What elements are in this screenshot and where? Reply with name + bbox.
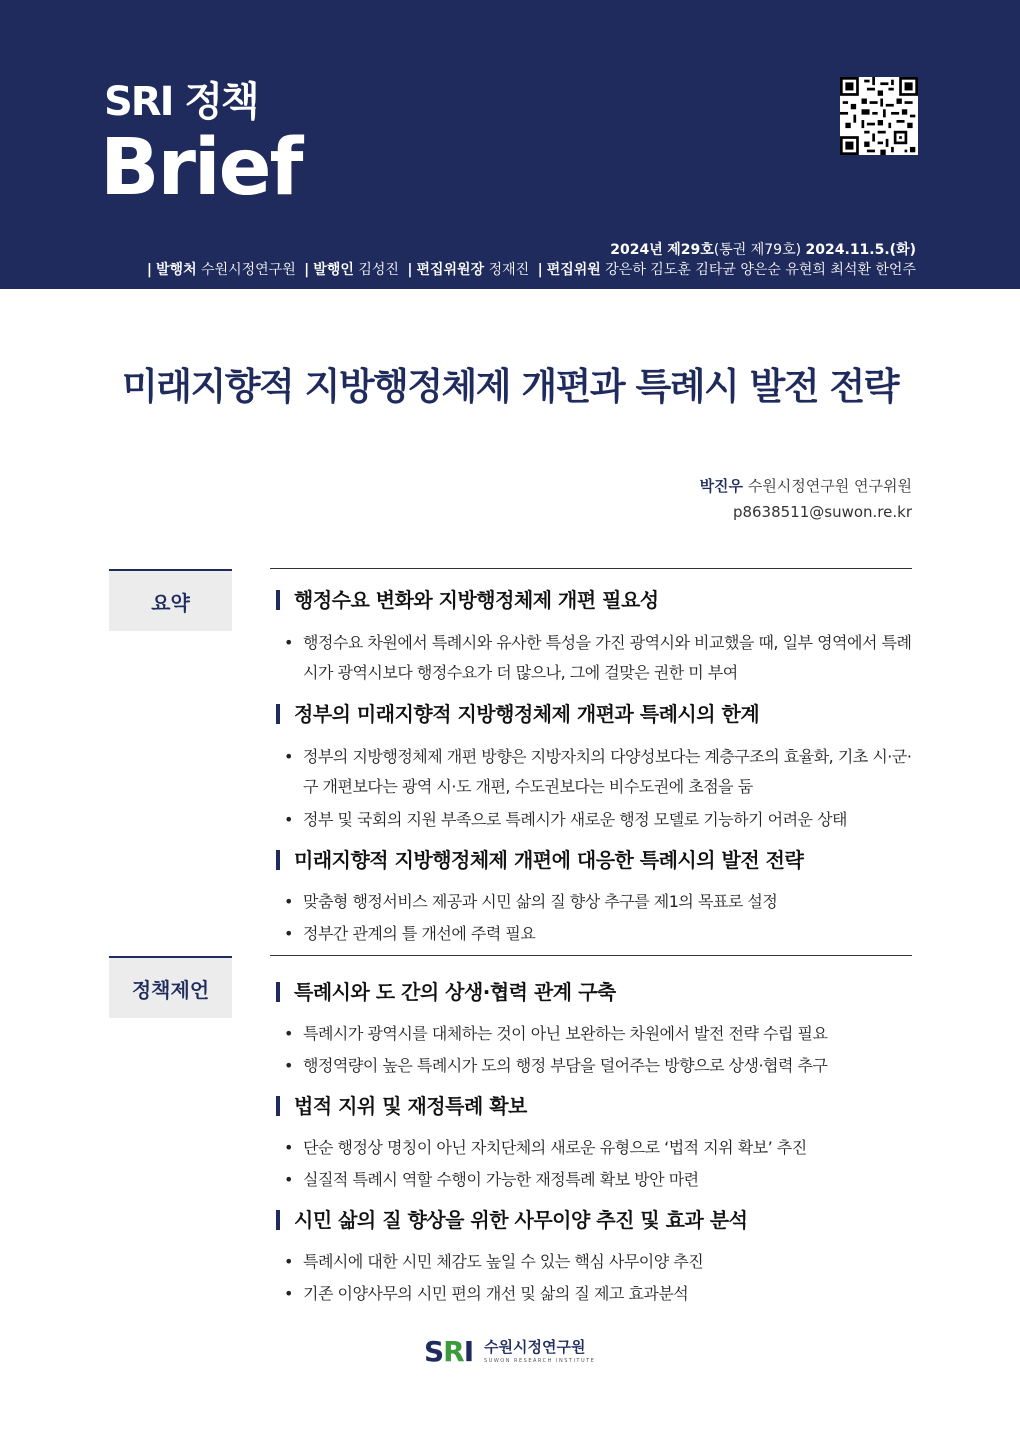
sri-logo-mark: SRI <box>424 1335 474 1368</box>
bullet-dot-icon: • <box>284 1056 293 1075</box>
section-heading <box>276 977 616 1007</box>
vertical-bar-icon <box>276 1096 280 1116</box>
author-affiliation: 수원시정연구원 연구위원 <box>747 477 912 495</box>
list-item: • 특례시에 대한 시민 체감도 높일 수 있는 핵심 사무이양 추진 <box>284 1247 914 1277</box>
footer-logo <box>424 1335 604 1369</box>
section-divider <box>270 955 912 956</box>
heading-text: 법적 지위 및 재정특례 확보 <box>294 1094 527 1118</box>
staff-value-editors: 강은하 김도훈 김타균 양은순 유현희 최석환 한언주 <box>605 262 916 278</box>
section-heading <box>276 699 759 729</box>
org-name-en: SUWON RESEARCH INSTITUTE <box>484 1358 596 1364</box>
staff-label-chief-editor: 편집위원장 <box>416 262 485 278</box>
bullet-dot-icon: • <box>284 1284 293 1303</box>
bullet-dot-icon: • <box>284 1170 293 1189</box>
vertical-bar-icon <box>276 704 280 724</box>
staff-value-publisher: 수원시정연구원 <box>201 262 296 278</box>
list-item: • 행정수요 차원에서 특례시와 유사한 특성을 가진 광역시와 비교했을 때, 일부 영역에서 특례시가 광역시보다 행정수요가 더 많으나, 그에 걸맞은 권한 미 부여 <box>284 628 914 688</box>
list-item: • 정부 및 국회의 지원 부족으로 특례시가 새로운 행정 모델로 기능하기 어려운 상태 <box>284 805 914 835</box>
author-line <box>700 474 912 498</box>
list-item: • 행정역량이 높은 특례시가 도의 행정 부담을 덜어주는 방향으로 상생·협력 추구 <box>284 1051 914 1081</box>
bullet-dot-icon: • <box>284 924 293 943</box>
section-heading <box>276 845 803 875</box>
vertical-bar-icon <box>276 1210 280 1230</box>
bullet-dot-icon: • <box>284 1024 293 1043</box>
staff-label-issuer: 발행인 <box>313 262 354 278</box>
section-heading <box>276 1205 747 1235</box>
org-name: 수원시정연구원 <box>484 1338 586 1356</box>
section-heading <box>276 585 659 615</box>
list-item: • 기존 이양사무의 시민 편의 개선 및 삶의 질 제고 효과분석 <box>284 1279 914 1309</box>
document-title: 미래지향적 지방행정체제 개편과 특례시 발전 전략 <box>122 365 898 408</box>
heading-text: 미래지향적 지방행정체제 개편에 대응한 특례시의 발전 전략 <box>294 848 804 872</box>
heading-text: 특례시와 도 간의 상생·협력 관계 구축 <box>294 980 616 1004</box>
issue-number: 제29호 <box>667 242 714 258</box>
bullet-dot-icon: • <box>284 892 293 911</box>
issue-date: 2024.11.5.(화) <box>805 242 916 258</box>
issue-total: (통권 제79호) <box>713 242 802 258</box>
staff-line: | 발행처 수원시정연구원 | 발행인 김성진 | 편집위원장 정재진 | 편집위원 강은하 김도훈 김타균 양은순 유현희 최석환 한언주 <box>146 262 916 278</box>
bullet-dot-icon: • <box>284 747 293 766</box>
staff-value-issuer: 김성진 <box>358 262 399 278</box>
bullet-dot-icon: • <box>284 810 293 829</box>
list-item: • 맞춤형 행정서비스 제공과 시민 삶의 질 향상 추구를 제1의 목표로 설정 <box>284 887 914 917</box>
header-banner <box>0 0 1020 289</box>
brand-bottom: Brief <box>100 123 302 213</box>
section-heading <box>276 1091 527 1121</box>
brand-top: SRI 정책 <box>104 79 258 125</box>
author-email[interactable]: p8638511@suwon.re.kr <box>732 503 912 521</box>
heading-text: 정부의 미래지향적 지방행정체제 개편과 특례시의 한계 <box>294 702 760 726</box>
list-item: • 실질적 특례시 역할 수행이 가능한 재정특례 확보 방안 마련 <box>284 1165 914 1195</box>
qr-code-icon[interactable] <box>840 77 918 155</box>
issue-info <box>610 240 916 260</box>
section-tag-policy: 정책제언 <box>109 956 232 1018</box>
vertical-bar-icon <box>276 982 280 1002</box>
section-divider <box>270 568 912 569</box>
bullet-dot-icon: • <box>284 1252 293 1271</box>
qr-code-graphic <box>840 77 918 155</box>
vertical-bar-icon <box>276 850 280 870</box>
list-item: • 특례시가 광역시를 대체하는 것이 아닌 보완하는 차원에서 발전 전략 수립 필요 <box>284 1019 914 1049</box>
heading-text: 시민 삶의 질 향상을 위한 사무이양 추진 및 효과 분석 <box>294 1208 748 1232</box>
bullet-dot-icon: • <box>284 633 293 652</box>
list-item: • 단순 행정상 명칭이 아닌 자치단체의 새로운 유형으로 ‘법적 지위 확보’ 추진 <box>284 1133 914 1163</box>
vertical-bar-icon <box>276 590 280 610</box>
staff-value-chief-editor: 정재진 <box>488 262 530 278</box>
list-item: • 정부의 지방행정체제 개편 방향은 지방자치의 다양성보다는 계층구조의 효율화, 기초 시·군·구 개편보다는 광역 시·도 개편, 수도권보다는 비수도권에 초점을 둠 <box>284 742 914 802</box>
staff-label-publisher: 발행처 <box>156 262 197 278</box>
section-tag-summary: 요약 <box>109 569 232 631</box>
bullet-dot-icon: • <box>284 1138 293 1157</box>
staff-label-editors: 편집위원 <box>546 262 601 278</box>
list-item: • 정부간 관계의 틀 개선에 주력 필요 <box>284 919 914 949</box>
heading-text: 행정수요 변화와 지방행정체제 개편 필요성 <box>294 588 659 612</box>
author-name: 박진우 <box>699 477 744 495</box>
issue-year: 2024년 <box>610 242 663 258</box>
